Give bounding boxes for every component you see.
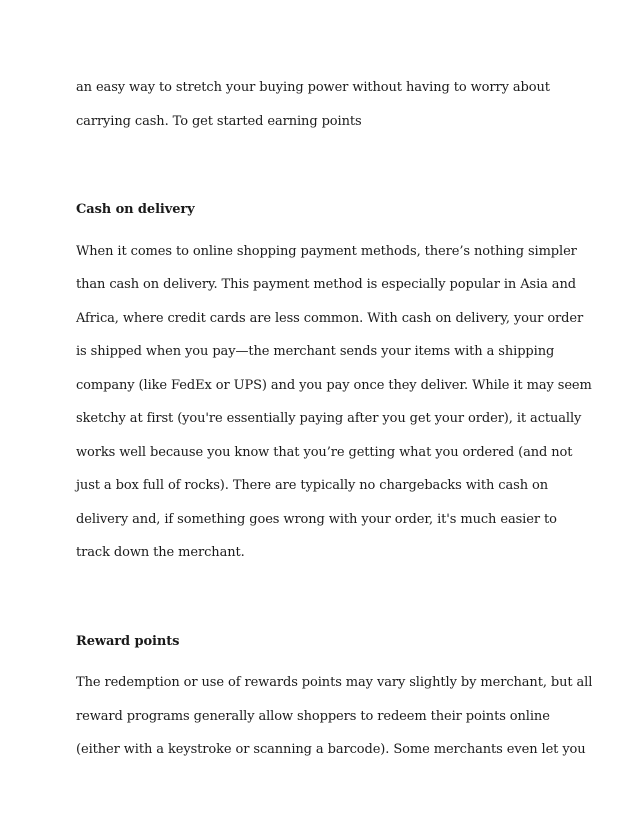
paragraph-line: than cash on delivery. This payment method is especially popular in Asia and bbox=[76, 277, 576, 292]
section-paragraph bbox=[76, 666, 593, 767]
section-spacer bbox=[76, 138, 576, 193]
paragraph-line: just a box full of rocks). There are typically no chargebacks with cash on bbox=[76, 478, 548, 493]
section-heading: Reward points bbox=[76, 633, 180, 649]
paragraph-line: delivery and, if something goes wrong with your order, it's much easier to bbox=[76, 511, 557, 527]
section-spacer bbox=[76, 570, 576, 625]
paragraph-line: track down the merchant. bbox=[76, 545, 245, 560]
paragraph-line: reward programs generally allow shoppers to redeem their points online bbox=[76, 708, 550, 724]
intro-paragraph bbox=[76, 71, 576, 138]
paragraph-line: works well because you know that you’re getting what you ordered (and not bbox=[76, 444, 573, 460]
paragraph-line: company (like FedEx or UPS) and you pay once they deliver. While it may seem bbox=[76, 377, 592, 393]
paragraph-line: an easy way to stretch your buying power without having to worry about bbox=[76, 80, 550, 95]
section-cash-on-delivery bbox=[76, 193, 592, 570]
paragraph-line: (either with a keystroke or scanning a barcode). Some merchants even let you bbox=[76, 742, 586, 757]
paragraph-line: sketchy at first (you're essentially paying after you get your order), it actually bbox=[76, 411, 582, 426]
section-reward-points bbox=[76, 625, 593, 767]
paragraph-line: The redemption or use of rewards points may vary slightly by merchant, but all bbox=[76, 675, 593, 690]
document-body bbox=[76, 71, 593, 767]
section-paragraph bbox=[76, 235, 592, 570]
paragraph-line: is shipped when you pay—the merchant sends your items with a shipping bbox=[76, 344, 555, 359]
paragraph-line: When it comes to online shopping payment methods, there’s nothing simpler bbox=[76, 243, 577, 259]
paragraph-line: carrying cash. To get started earning points bbox=[76, 113, 362, 129]
section-heading: Cash on delivery bbox=[76, 202, 195, 217]
paragraph-line: Africa, where credit cards are less common. With cash on delivery, your order bbox=[76, 310, 584, 326]
